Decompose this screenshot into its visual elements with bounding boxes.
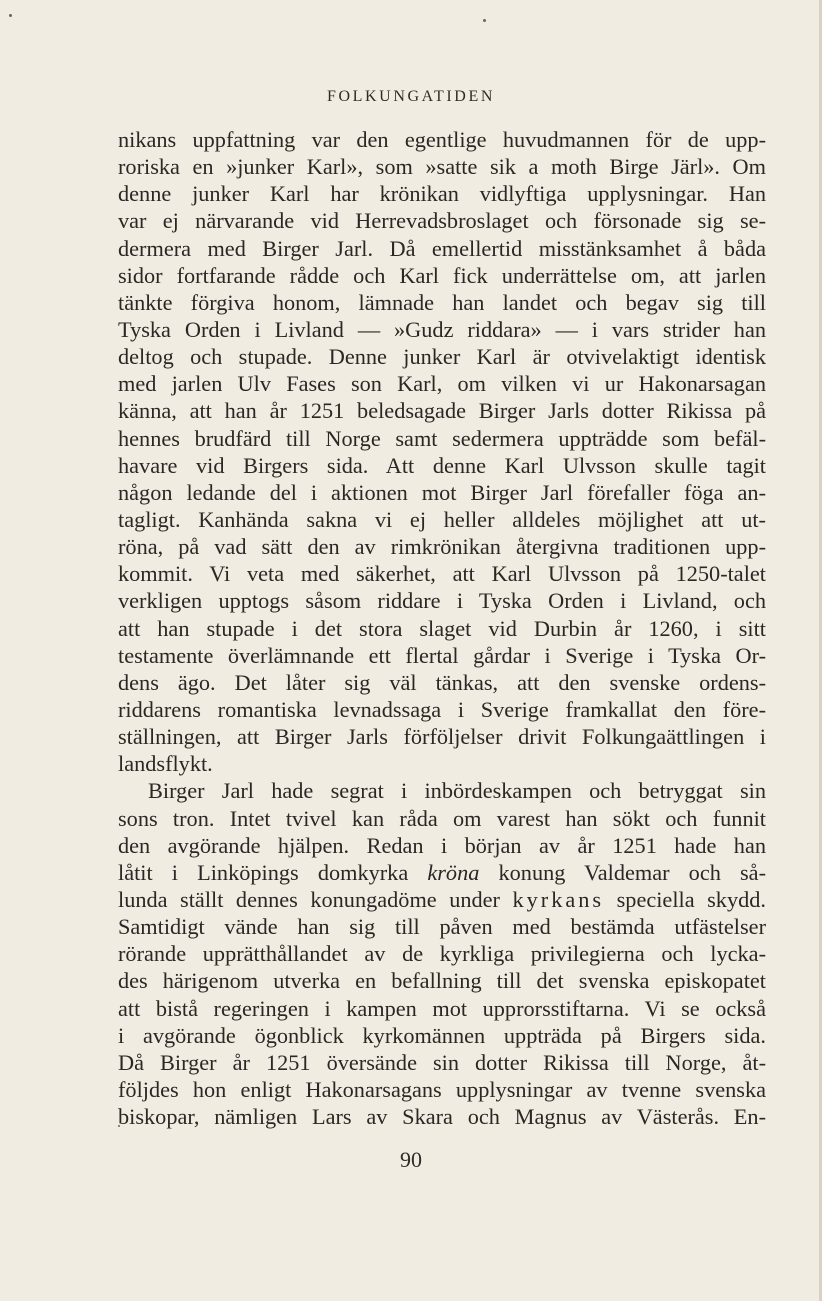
text-line: verkligen upptogs såsom riddare i Tyska Orden i Livland, och	[118, 588, 766, 614]
text-line: nikans uppfattning var den egentlige huvudmannen för de upp-	[118, 127, 766, 152]
running-head: FOLKUNGATIDEN	[326, 88, 495, 105]
text-line: röna, på vad sätt den av rimkrönikan återgivna traditionen upp-	[118, 534, 766, 560]
text-line: Tyska Orden i Livland — »Gudz riddara» — i vars strider han	[118, 316, 766, 342]
text-line: dens ägo. Det låter sig väl tänkas, att den svenske ordens-	[118, 669, 766, 695]
text-line: ställningen, att Birger Jarls förföljelser drivit Folkungaättlingen i	[118, 724, 766, 750]
text-line: någon ledande del i aktionen mot Birger Jarl förefaller föga an-	[118, 479, 766, 505]
text-line: denne junker Karl har krönikan vidlyftiga upplysningar. Han	[118, 181, 766, 207]
text-line: kommit. Vi veta med säkerhet, att Karl Ulvsson på 1250-talet	[118, 561, 766, 587]
text-line: var ej närvarande vid Herrevadsbroslaget och försonade sig se-	[118, 208, 766, 234]
text-line: Då Birger år 1251 översände sin dotter Rikissa till Norge, åt-	[118, 1049, 766, 1075]
text-line: testamente överlämnande ett flertal gårdar i Sverige i Tyska Or-	[118, 642, 766, 668]
text-line: den avgörande hjälpen. Redan i början av år 1251 hade han	[118, 832, 766, 858]
text-segment: låtit i Linköpings domkyrka	[118, 859, 428, 885]
text-line: des härigenom utverka en befallning till det svenska episkopatet	[118, 968, 766, 994]
text-line-with-italic	[118, 859, 766, 886]
text-line: sidor fortfarande rådde och Karl fick underrättelse om, att jarlen	[118, 262, 766, 288]
text-line: Samtidigt vände han sig till påven med bestämda utfästelser	[118, 914, 766, 940]
paper-speck	[9, 14, 12, 17]
text-line: med jarlen Ulv Fases son Karl, om vilken vi ur Hakonarsagan	[118, 371, 766, 397]
italic-word: kröna	[427, 859, 480, 885]
text-line: känna, att han år 1251 beledsagade Birger Jarls dotter Rikissa på	[118, 398, 766, 424]
page-number: 90	[400, 1147, 422, 1172]
body-text	[118, 126, 766, 1130]
letterspaced-word: kyrkans	[512, 886, 605, 912]
text-line: hennes brudfärd till Norge samt sedermera uppträdde som befäl-	[118, 425, 766, 451]
text-line: dermera med Birger Jarl. Då emellertid misstänksamhet å båda	[118, 235, 766, 261]
text-line: i avgörande ögonblick kyrkomännen uppträda på Birgers sida.	[118, 1022, 766, 1048]
text-segment: speciella skydd.	[604, 886, 766, 912]
text-line: tänkte förgiva honom, lämnade han landet och begav sig till	[118, 289, 766, 315]
paper-speck	[483, 19, 486, 22]
text-line-with-spaced-word	[118, 886, 766, 913]
text-line: havare vid Birgers sida. Att denne Karl Ulvsson skulle tagit	[118, 452, 766, 478]
text-line: rörande upprätthållandet av de kyrkliga privilegierna och lycka-	[118, 941, 766, 967]
text-segment: lunda ställt dennes konungadöme under	[118, 886, 513, 912]
text-line: roriska en »junker Karl», som »satte sik a moth Birge Järl». Om	[118, 154, 766, 180]
text-line: landsflykt.	[118, 751, 213, 777]
text-line: biskopar, nämligen Lars av Skara och Magnus av Västerås. En-	[118, 1104, 766, 1130]
text-line: sons tron. Intet tvivel kan råda om varest han sökt och funnit	[118, 805, 766, 831]
paragraph-start-line: Birger Jarl hade segrat i inbördeskampen och betryggat sin	[148, 778, 766, 804]
text-line: följdes hon enligt Hakonarsagans upplysningar av tvenne svenska	[118, 1076, 766, 1102]
text-line: att han stupade i det stora slaget vid Durbin år 1260, i sitt	[118, 615, 766, 641]
text-segment: konung Valdemar och så-	[479, 859, 766, 885]
text-line: riddarens romantiska levnadssaga i Sverige framkallat den före-	[118, 696, 766, 722]
text-line: att bistå regeringen i kampen mot upprorsstiftarna. Vi se också	[118, 995, 766, 1021]
text-line: deltog och stupade. Denne junker Karl är otvivelaktigt identisk	[118, 344, 766, 370]
text-line: tagligt. Kanhända sakna vi ej heller alldeles möjlighet att ut-	[118, 506, 766, 532]
